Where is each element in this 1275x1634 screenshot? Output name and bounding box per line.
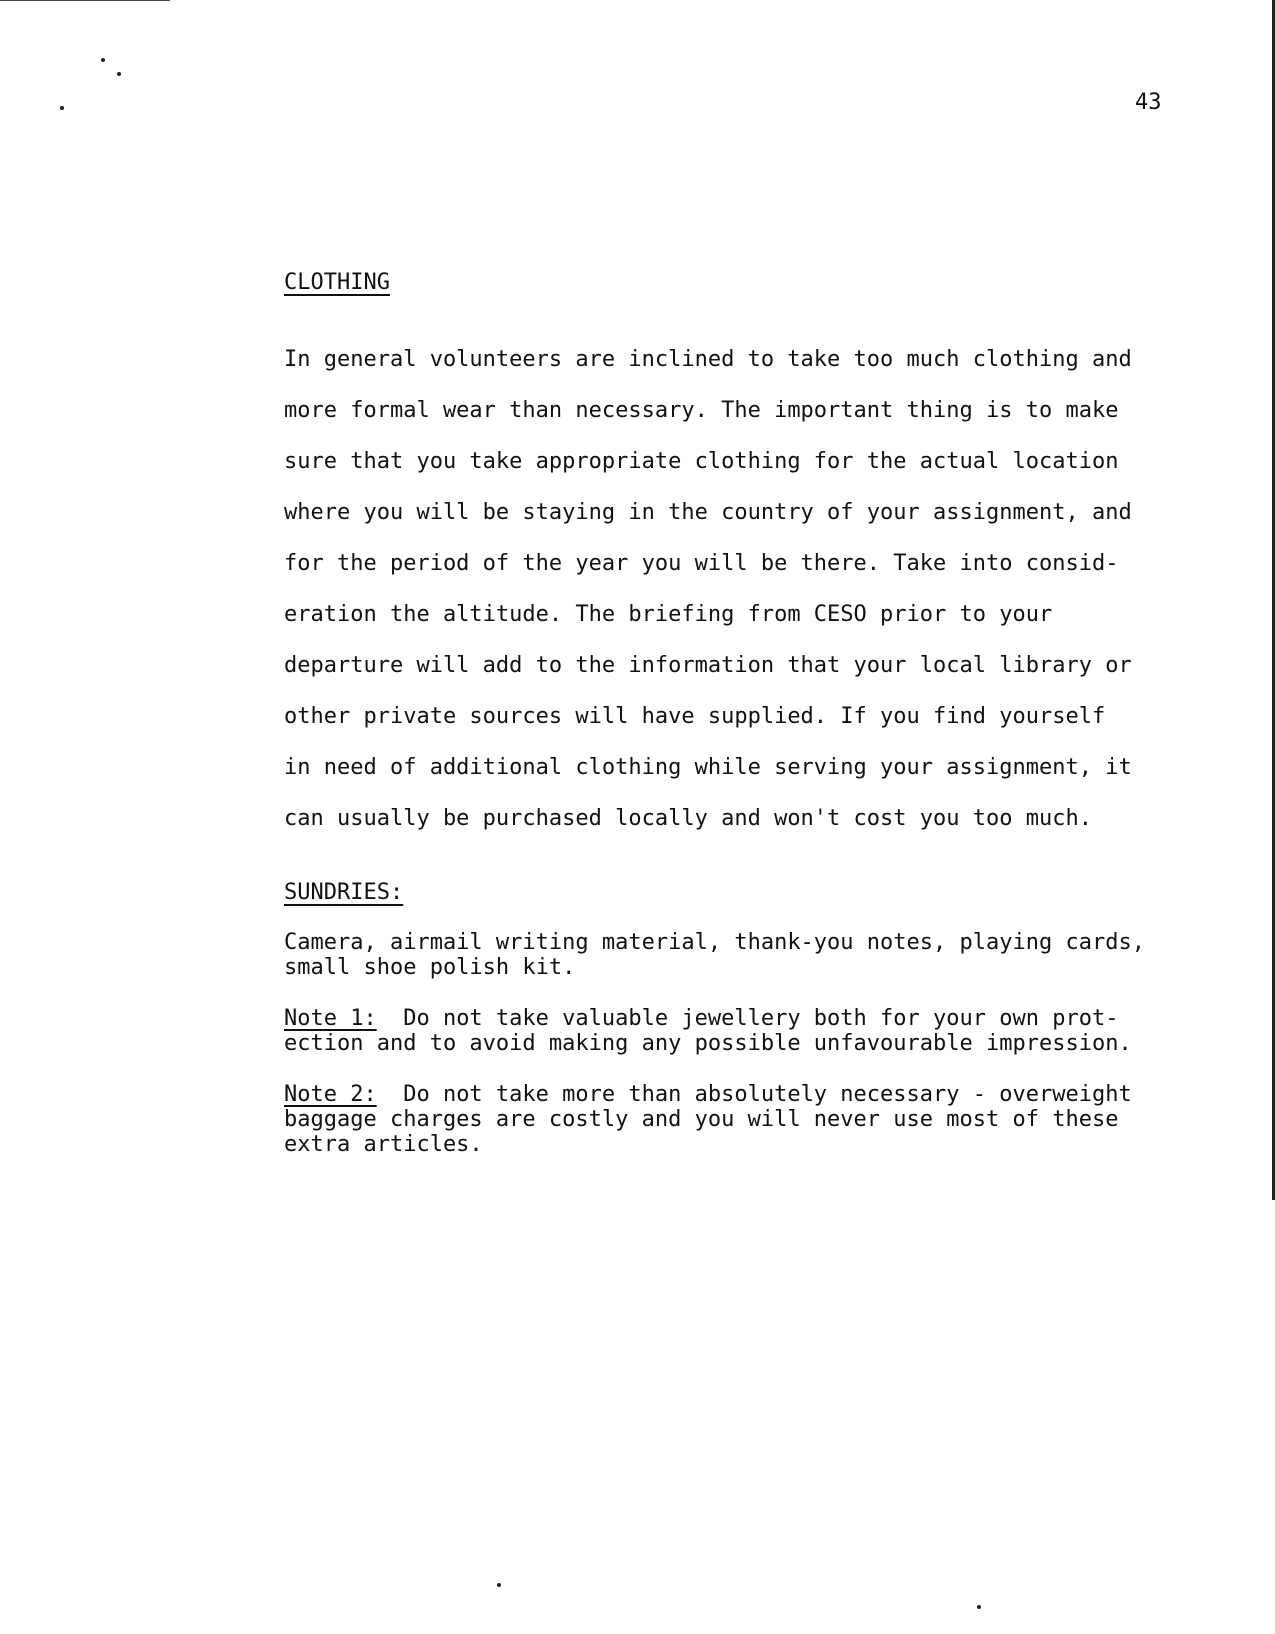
note-1 [284, 1006, 1144, 1056]
note-2 [284, 1082, 1144, 1157]
note-1-first-line [284, 1006, 1144, 1031]
paragraph-line: eration the altitude. The briefing from CESO prior to your [284, 602, 1053, 627]
sundries-line: Camera, airmail writing material, thank-you notes, playing cards, [284, 930, 1145, 955]
note-1-label: Note 1: [284, 1006, 377, 1031]
sundries-heading: SUNDRIES: [284, 880, 404, 905]
paragraph-line: departure will add to the information that your local library or [284, 653, 1132, 678]
paragraph-line: for the period of the year you will be there. Take into consid- [284, 551, 1119, 576]
note-2-line: extra articles. [284, 1132, 483, 1157]
paragraph-line: where you will be staying in the country of your assignment, and [284, 500, 1132, 525]
note-1-line: ection and to avoid making any possible unfavourable impression. [284, 1031, 1132, 1056]
paragraph-line: can usually be purchased locally and won't cost you too much. [284, 806, 1092, 831]
scan-speck [977, 1605, 981, 1609]
sundries-list [284, 930, 1144, 980]
scan-speck [101, 58, 105, 62]
paragraph-line: other private sources will have supplied. If you find yourself [284, 704, 1106, 729]
sundries-line: small shoe polish kit. [284, 955, 576, 980]
paragraph-line: In general volunteers are inclined to take too much clothing and [284, 347, 1132, 372]
scan-speck [60, 106, 64, 110]
scan-speck [497, 1583, 501, 1587]
note-2-text: Do not take more than absolutely necessary - overweight [376, 1082, 1132, 1107]
note-1-text: Do not take valuable jewellery both for your own prot- [376, 1006, 1119, 1031]
paragraph-line: in need of additional clothing while serving your assignment, it [284, 755, 1132, 780]
clothing-heading: CLOTHING [284, 270, 390, 295]
clothing-paragraph [284, 334, 1144, 844]
note-2-label: Note 2: [284, 1082, 377, 1107]
page-number: 43 [1135, 90, 1162, 115]
note-2-line: baggage charges are costly and you will never use most of these [284, 1107, 1119, 1132]
note-2-first-line [284, 1082, 1144, 1107]
paragraph-line: more formal wear than necessary. The important thing is to make [284, 398, 1119, 423]
paragraph-line: sure that you take appropriate clothing for the actual location [284, 449, 1119, 474]
scan-speck [117, 72, 121, 76]
top-edge-rule [0, 0, 170, 1]
